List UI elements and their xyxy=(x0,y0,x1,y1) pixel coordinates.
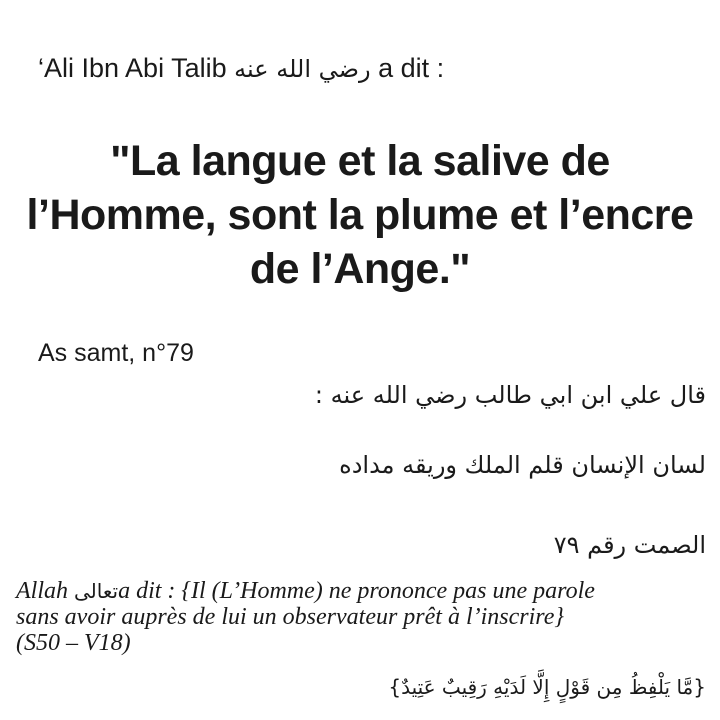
attribution-line xyxy=(38,50,698,87)
attribution-honorific: رضي الله عنه xyxy=(234,55,371,83)
quote-line-3: de l’Ange." xyxy=(249,245,471,293)
attribution-name: ‘Ali Ibn Abi Talib xyxy=(38,53,227,83)
verse-block xyxy=(16,578,706,656)
verse-honorific: تعالى xyxy=(74,579,119,603)
verse-line-2: sans avoir auprès de lui un observateur prêt à l’inscrire} xyxy=(16,604,564,630)
quote-line-1: "La langue et la salive de xyxy=(110,137,610,185)
verse-line-1 xyxy=(16,578,706,604)
arabic-attribution: قال علي ابن ابي طالب رضي الله عنه : xyxy=(314,381,706,409)
verse-line-1-rest: a dit : {Il (L’Homme) ne prononce pas une parole xyxy=(118,578,595,604)
arabic-source: الصمت رقم ٧٩ xyxy=(553,531,706,559)
verse-reference: (S50 – V18) xyxy=(16,630,131,656)
quote-source: As samt, n°79 xyxy=(38,339,194,367)
verse-prefix: Allah xyxy=(16,578,68,604)
verse-arabic: {مَّا يَلْفِظُ مِن قَوْلٍ إِلَّا لَدَيْهِ رَقِيبٌ عَتِيدٌ} xyxy=(388,675,706,699)
arabic-quote: لسان الإنسان قلم الملك وريقه مداده xyxy=(339,451,706,479)
main-quote xyxy=(20,134,700,296)
quote-line-2: l’Homme, sont la plume et l’encre xyxy=(26,191,694,239)
attribution-suffix: a dit : xyxy=(378,53,445,83)
